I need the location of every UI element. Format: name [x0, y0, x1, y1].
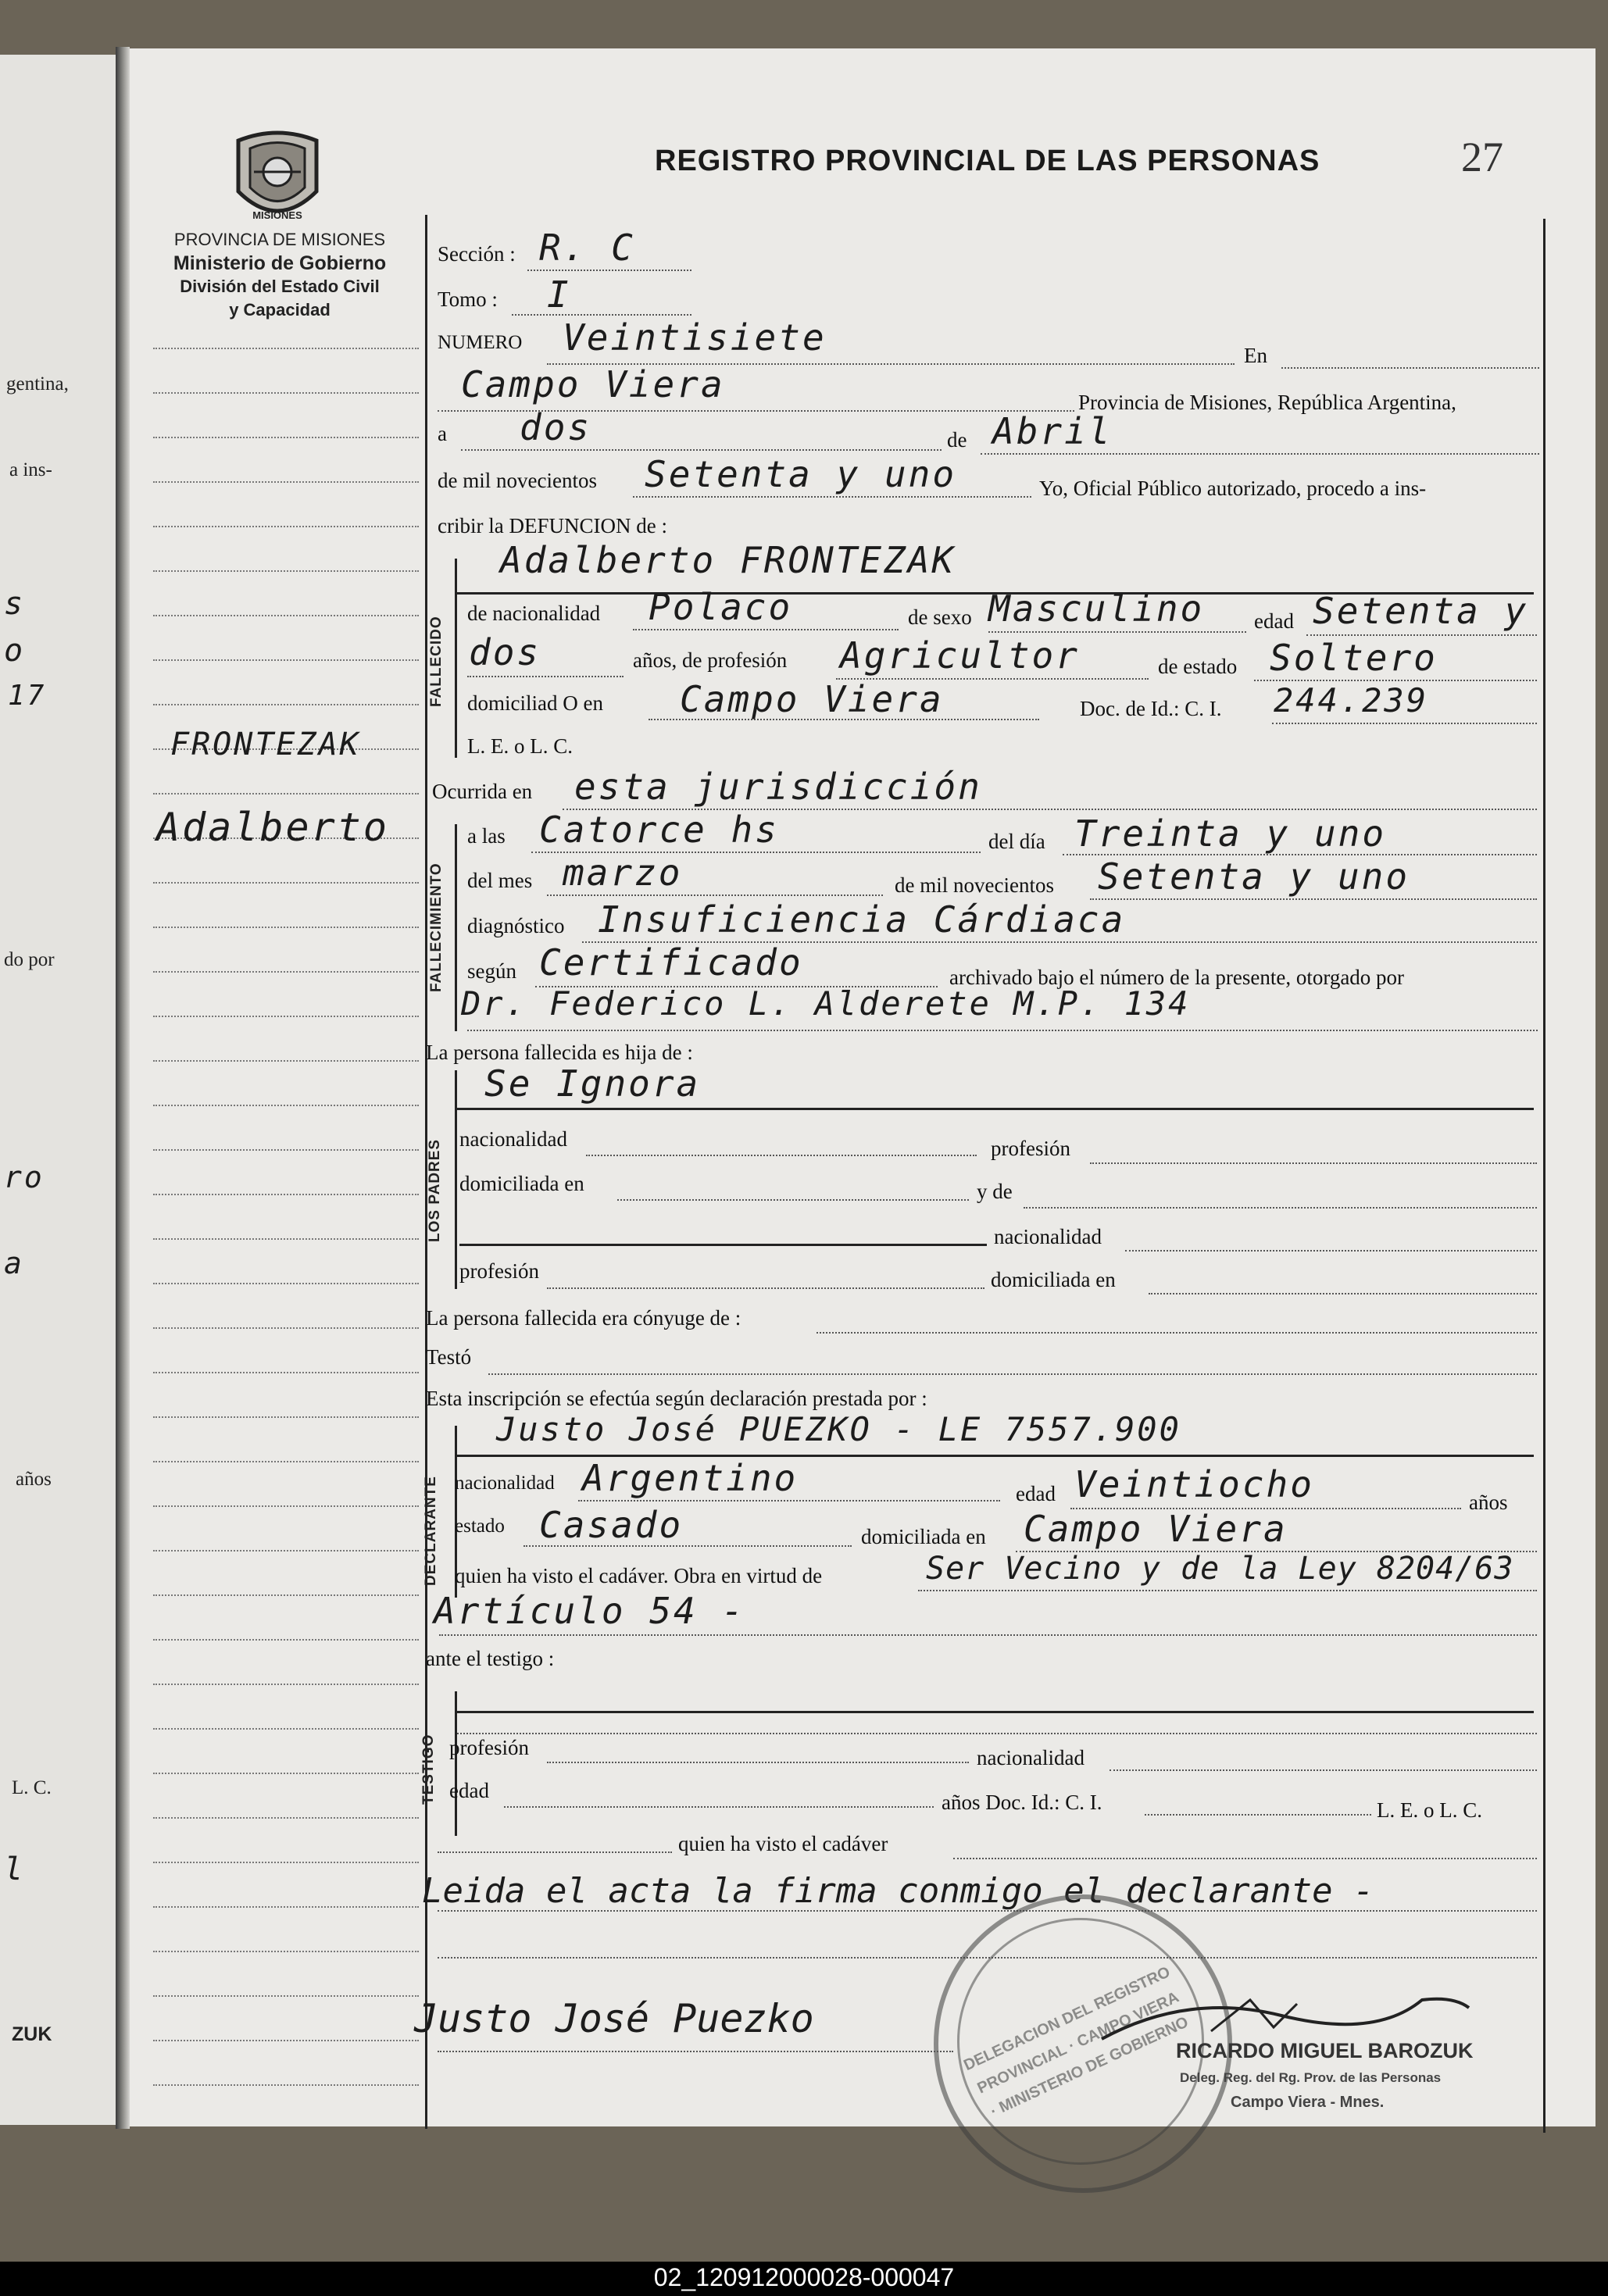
field-line [488, 1373, 1537, 1375]
margin-rule-line [153, 1639, 419, 1641]
margin-rule-line [153, 882, 419, 884]
right-border [1543, 219, 1545, 2133]
domicilio-label: domiciliad O en [467, 691, 603, 715]
margin-rule-line [153, 793, 419, 794]
hija-label: La persona fallecida es hija de : [426, 1041, 693, 1064]
seal-text: MISIONES [252, 209, 302, 221]
book-gutter [116, 47, 130, 2129]
edad-value: Setenta y [1313, 590, 1529, 632]
declarante-domiciliada-label: domiciliada en [861, 1525, 986, 1548]
margin-rule-line [153, 1283, 419, 1284]
margin-rule-line [153, 1951, 419, 1952]
a-label: a [438, 422, 447, 445]
official-place: Campo Viera - Mnes. [1231, 2094, 1385, 2111]
diagnostico-label: diagnóstico [467, 914, 565, 937]
doc-label: Doc. de Id.: C. I. [1080, 697, 1222, 720]
field-line [1145, 1814, 1371, 1816]
org-line: y Capacidad [229, 300, 331, 320]
segun-label: según [467, 959, 516, 983]
field-line [981, 453, 1539, 455]
register-page [119, 48, 1595, 2126]
tomo-label: Tomo : [438, 287, 498, 311]
a-las-label: a las [467, 824, 506, 848]
margin-rule-line [153, 526, 419, 527]
margin-rule-line [153, 1817, 419, 1819]
declarante-name: Justo José PUEZKO - LE 7557.900 [496, 1410, 1181, 1448]
field-line [617, 1199, 969, 1201]
stamp-text: DELEGACION DEL REGISTRO PROVINCIAL · CAMPO VIERA · MINISTERIO DE GOBIERNO [961, 1963, 1192, 2121]
image-caption: 02_120912000028-000047 [653, 2263, 955, 2291]
field-line [953, 1858, 1537, 1859]
field-line [1125, 1250, 1537, 1252]
field-line [504, 1806, 934, 1808]
de-label: de [947, 428, 967, 452]
field-line [1110, 1769, 1537, 1771]
left-stub-text: a ins- [9, 459, 52, 480]
archivado-label: archivado bajo el número de la presente, otorgado por [949, 966, 1405, 989]
mil-label: de mil novecientos [895, 873, 1054, 897]
place-value: Campo Viera [461, 363, 725, 405]
left-stub-text: ZUK [12, 2023, 52, 2045]
margin-surname: FRONTEZAK [170, 727, 361, 762]
field-line [1149, 1293, 1537, 1294]
padres-nacionalidad-label: nacionalidad [459, 1127, 567, 1151]
left-stub-text: o [4, 633, 26, 669]
margin-rule-line [153, 615, 419, 616]
margin-rule-line [153, 1684, 419, 1685]
official-title: Deleg. Reg. del Rg. Prov. de las Personas [1180, 2070, 1442, 2085]
declarante-domiciliada-value: Campo Viera [1024, 1508, 1288, 1550]
margin-rule-line [153, 481, 419, 483]
estado-label: de estado [1158, 655, 1238, 678]
margin-rule-line [153, 348, 419, 349]
left-page [0, 55, 120, 2125]
margin-rule-line [153, 1594, 419, 1596]
seccion-label: Sección : [438, 242, 516, 266]
section-label-fallecimiento: FALLECIMIENTO [428, 862, 445, 992]
padres-domiciliada-label: domiciliada en [459, 1172, 584, 1195]
margin-rule-line [153, 704, 419, 705]
margin-rule-line [153, 2084, 419, 2086]
testigo-nacionalidad-label: nacionalidad [977, 1746, 1085, 1769]
field-line [438, 2051, 953, 2052]
testigo-le-label: L. E. o L. C. [1377, 1798, 1482, 1822]
field-line [467, 1030, 1538, 1031]
margin-rule-line [153, 1773, 419, 1774]
declarante-anos-label: años [1469, 1491, 1508, 1514]
margin-rule-line [153, 437, 419, 438]
testigo-profesion-label: profesión [449, 1736, 529, 1759]
left-stub-text: 17 [8, 680, 47, 712]
field-line [527, 270, 691, 271]
issuing-authority [139, 228, 420, 322]
margin-rule-line [153, 971, 419, 973]
field-line [459, 1244, 987, 1246]
declarante-estado-label: estado [455, 1516, 505, 1537]
left-stub-text: gentina, [6, 373, 69, 395]
field-line [438, 1851, 672, 1853]
margin-given-name: Adalberto [156, 805, 389, 850]
name-line [457, 1108, 1534, 1110]
margin-rule-line [153, 1060, 419, 1062]
doc-value: 244.239 [1274, 681, 1429, 720]
dia-value: Treinta y uno [1074, 812, 1387, 855]
org-line: División del Estado Civil [180, 277, 380, 296]
year-value: Setenta y uno [645, 453, 957, 495]
margin-rule-line [153, 570, 419, 572]
org-line: PROVINCIA DE MISIONES [173, 230, 386, 249]
field-line [988, 631, 1246, 633]
numero-value: Veintisiete [563, 316, 827, 359]
tomo-value: I [547, 273, 571, 316]
margin-rule-line [153, 927, 419, 928]
margin-rule-line [153, 1461, 419, 1462]
margin-rule-line [153, 1728, 419, 1730]
margin-rule-line [153, 659, 419, 661]
hora-value: Catorce hs [539, 809, 779, 851]
nacionalidad-value: Polaco [649, 586, 793, 628]
nacionalidad-label: de nacionalidad [467, 602, 601, 625]
org-line: Ministerio de Gobierno [173, 252, 387, 274]
field-line [1090, 898, 1537, 900]
estado-value: Soltero [1270, 637, 1438, 679]
left-stub-text: s [4, 586, 26, 622]
field-line [1306, 634, 1537, 636]
margin-rule-line [153, 1906, 419, 1908]
domicilio-value: Campo Viera [680, 678, 944, 720]
section-bracket [455, 559, 457, 758]
provincia-label: Provincia de Misiones, República Argentina, [1078, 391, 1456, 414]
field-line [633, 496, 1031, 498]
profesion-value: Agricultor [840, 634, 1080, 677]
conyuge-label: La persona fallecida era cónyuge de : [426, 1306, 741, 1330]
provincial-seal-icon [230, 125, 324, 230]
margin-rule-line [153, 1416, 419, 1418]
field-line [461, 449, 942, 451]
en-label: En [1244, 344, 1267, 367]
padres-value: Se Ignora [484, 1062, 701, 1105]
padres-profesion2-label: profesión [459, 1259, 539, 1283]
field-line [457, 1733, 1537, 1734]
declarante-edad-label: edad [1016, 1482, 1056, 1505]
section-label-testigo: TESTIGO [420, 1734, 437, 1805]
field-line [1024, 1207, 1537, 1209]
field-line [578, 1500, 1000, 1502]
field-line [1281, 367, 1539, 369]
field-line [439, 1634, 1537, 1636]
declarante-quien-label: quien ha visto el cadáver. Obra en virtud de [455, 1564, 823, 1587]
edad-value-2: dos [469, 631, 541, 673]
margin-rule-line [153, 1105, 419, 1106]
diagnostico-value: Insuficiencia Cárdiaca [598, 898, 1126, 941]
testigo-quien-label: quien ha visto el cadáver [678, 1832, 888, 1855]
field-line [1272, 723, 1537, 724]
ocurrida-value: esta jurisdicción [574, 766, 982, 808]
left-stub-text: a [4, 1246, 24, 1280]
field-line [547, 1762, 969, 1763]
ante-testigo-label: ante el testigo : [426, 1647, 555, 1670]
del-mes-label: del mes [467, 869, 533, 892]
padres-nacionalidad2-label: nacionalidad [994, 1225, 1102, 1248]
declarante-edad-value: Veintiocho [1074, 1463, 1314, 1505]
left-stub-text: do por [4, 949, 55, 970]
margin-rule-line [153, 1327, 419, 1329]
declarante-estado-value: Casado [539, 1504, 684, 1546]
margin-rule-line [153, 1016, 419, 1017]
page-title: REGISTRO PROVINCIAL DE LAS PERSONAS [655, 145, 1320, 177]
segun-value: Certificado [539, 941, 803, 984]
mes-value: marzo [563, 852, 683, 894]
le-label: L. E. o L. C. [467, 734, 573, 758]
y-de-label: y de [977, 1180, 1013, 1203]
numero-label: NUMERO [438, 332, 523, 353]
declarante-intro-label: Esta inscripción se efectúa según declaración prestada por : [426, 1387, 927, 1410]
sexo-label: de sexo [908, 605, 972, 629]
field-line [633, 629, 899, 630]
margin-rule-line [153, 1995, 419, 1997]
margin-rule-line [153, 2040, 419, 2041]
declarante-nacionalidad-value: Argentino [582, 1457, 799, 1499]
page-number: 27 [1461, 134, 1503, 180]
testo-label: Testó [426, 1345, 472, 1369]
ocurrida-label: Ocurrida en [432, 780, 533, 803]
margin-rule-line [153, 392, 419, 394]
margin-rule-line [153, 1238, 419, 1240]
declarante-obra-value: Ser Vecino y de la Ley 8204/63 [926, 1551, 1514, 1587]
field-line [1090, 1162, 1537, 1164]
margin-rule-line [153, 1505, 419, 1507]
day-value: dos [520, 406, 592, 448]
margin-rule-line [153, 1372, 419, 1373]
testigo-edad-label: edad [449, 1779, 489, 1802]
margin-rule-line [153, 1149, 419, 1151]
field-line [438, 1910, 1537, 1912]
field-line [586, 1155, 977, 1156]
section-bracket [455, 1070, 457, 1289]
testigo-anos-doc-label: años Doc. Id.: C. I. [942, 1791, 1102, 1814]
anio-value: Setenta y uno [1098, 855, 1410, 898]
field-line [547, 1287, 984, 1289]
edad-label: edad [1254, 609, 1294, 633]
sexo-value: Masculino [988, 587, 1205, 630]
margin-rule-line [153, 1862, 419, 1863]
left-stub-text: L. C. [12, 1777, 52, 1798]
left-stub-text: años [16, 1469, 52, 1490]
field-line [817, 1332, 1537, 1334]
del-dia-label: del día [988, 830, 1045, 853]
margin-rule-line [153, 1194, 419, 1195]
oficial-label: Yo, Oficial Público autorizado, procedo a ins- [1039, 477, 1427, 500]
section-bracket [455, 824, 457, 1031]
month-value: Abril [992, 410, 1113, 452]
field-line [547, 894, 883, 896]
declarante-nacionalidad-label: nacionalidad [455, 1473, 555, 1494]
year-label: de mil novecientos [438, 469, 597, 492]
margin-rule-line [153, 1550, 419, 1551]
field-line [918, 1590, 1537, 1591]
section-label-declarante: DECLARANTE [423, 1476, 439, 1586]
section-label-padres: LOS PADRES [427, 1138, 443, 1242]
declarante-articulo-value: Artículo 54 - [434, 1590, 746, 1632]
inscribir-label: cribir la DEFUNCION de : [438, 514, 667, 537]
field-line [467, 676, 624, 677]
medico-value: Dr. Federico L. Alderete M.P. 134 [461, 984, 1191, 1023]
declarant-signature: Justo José Puezko [414, 1996, 814, 2041]
section-label-fallecido: FALLECIDO [428, 616, 445, 707]
official-name: RICARDO MIGUEL BAROZUK [1176, 2039, 1474, 2062]
padres-profesion-label: profesión [991, 1137, 1070, 1160]
closing-text: Leida el acta la firma conmigo el declarante - [422, 1871, 1374, 1911]
field-line [512, 314, 691, 316]
deceased-name: Adalberto FRONTEZAK [500, 539, 956, 581]
seccion-value: R. C [539, 227, 635, 269]
name-line [457, 1711, 1534, 1713]
official-signature-icon [1094, 1984, 1485, 2047]
left-stub-text: ro [4, 1160, 45, 1194]
anos-profesion-label: años, de profesión [633, 648, 788, 672]
left-stub-text: l [4, 1851, 26, 1887]
padres-domiciliada2-label: domiciliada en [991, 1268, 1116, 1291]
